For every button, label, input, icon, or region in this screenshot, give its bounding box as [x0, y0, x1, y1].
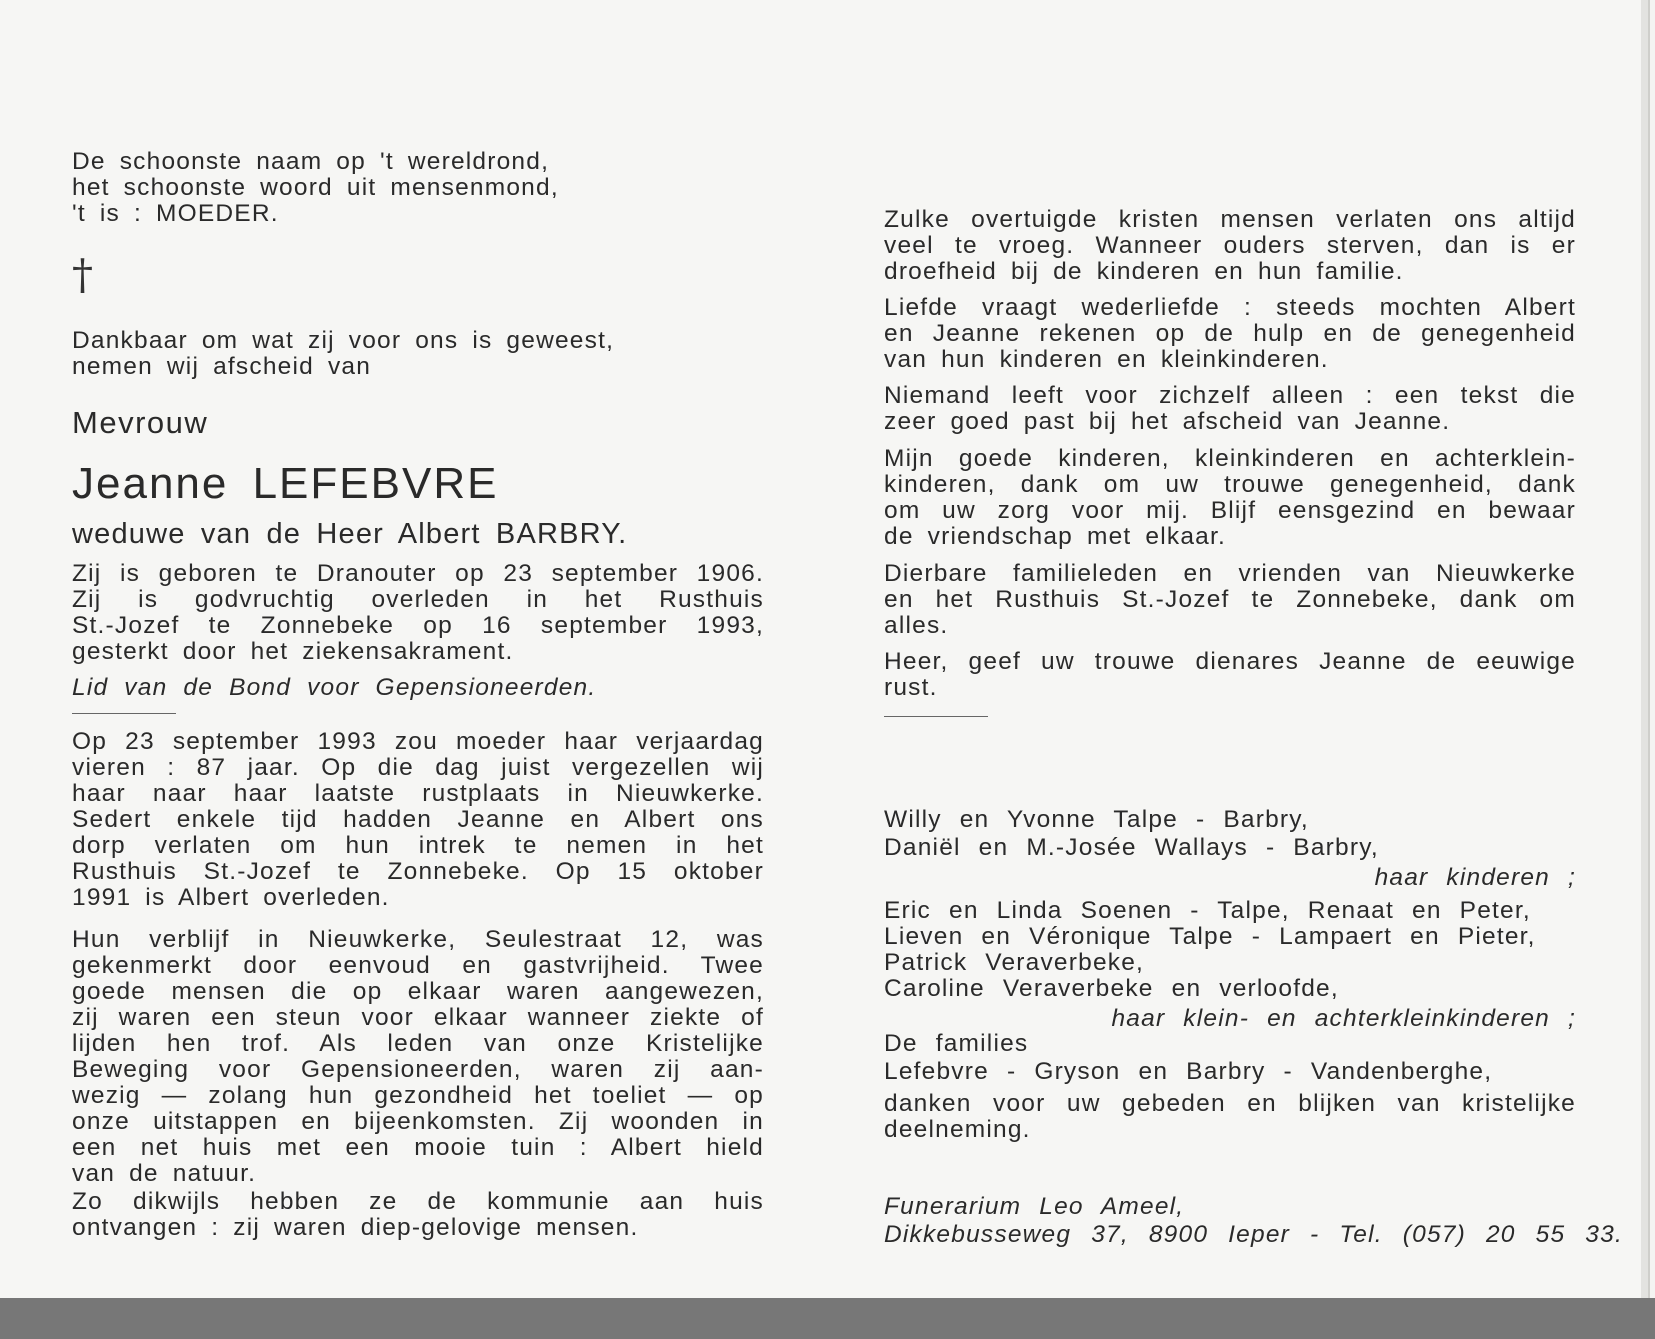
- thanks-line: Dankbaar om wat zij voor ons is geweest,: [72, 327, 615, 354]
- widow-line: weduwe van de Heer Albert BARBRY.: [72, 518, 628, 550]
- honorific: Mevrouw: [72, 405, 209, 440]
- paragraph-line: en Jeanne rekenen op de hulp en de genegenheid: [884, 320, 1576, 347]
- paragraph-line: een net huis met een mooie tuin : Albert hield: [72, 1134, 764, 1161]
- paragraph-line: van hun kinderen en kleinkinderen.: [884, 346, 1329, 373]
- paragraph: [72, 927, 764, 1187]
- grandchildren-line: Patrick Veraverbeke,: [884, 949, 1145, 976]
- paragraph-line: 1991 is Albert overleden.: [72, 884, 390, 911]
- scan-edge: [1641, 0, 1648, 1298]
- paragraph-line: zij waren een steun voor elkaar wanneer ziekte of: [72, 1004, 764, 1031]
- paragraph-line: Liefde vraagt wederliefde : steeds mochten Albert: [884, 294, 1576, 321]
- families-line: De families: [884, 1030, 1029, 1057]
- paragraph-line: Zulke overtuigde kristen mensen verlaten ons altijd: [884, 206, 1576, 233]
- grandchildren-line: Eric en Linda Soenen - Talpe, Renaat en Peter,: [884, 897, 1531, 924]
- funeral-home-name: Funerarium Leo Ameel,: [884, 1193, 1185, 1220]
- paragraph-line: goede mensen die op elkaar waren aangewezen,: [72, 978, 764, 1005]
- paragraph-line: Heer, geef uw trouwe dienares Jeanne de eeuwige: [884, 648, 1576, 675]
- paragraph-line: Zo dikwijls hebben ze de kommunie aan huis: [72, 1188, 764, 1215]
- birth-death-text: [72, 561, 764, 665]
- children-label: haar kinderen ;: [1374, 864, 1576, 891]
- thanks-line: nemen wij afscheid van: [72, 353, 372, 380]
- verse-line: De schoonste naam op 't wereldrond,: [72, 148, 550, 175]
- paragraph-line: Sedert enkele tijd hadden Jeanne en Albert ons: [72, 806, 764, 833]
- paragraph: [884, 649, 1576, 701]
- membership-line: Lid van de Bond voor Gepensioneerden.: [72, 674, 597, 701]
- birth-death-line: Zij is godvruchtig overleden in het Rusthuis: [72, 586, 764, 613]
- birth-death-line: St.-Jozef te Zonnebeke op 16 september 1993,: [72, 612, 764, 639]
- paragraph: [884, 207, 1576, 285]
- thanks-text: [72, 328, 764, 380]
- grandchildren-line: Lieven en Véronique Talpe - Lampaert en Pieter,: [884, 923, 1536, 950]
- paragraph-line: van de natuur.: [72, 1160, 257, 1187]
- deceased-name: Jeanne LEFEBVRE: [72, 459, 499, 508]
- birth-death-line: gesterkt door het ziekensakrament.: [72, 638, 514, 665]
- paragraph-line: haar naar haar laatste rustplaats in Nieuwkerke.: [72, 780, 764, 807]
- paragraph: [884, 295, 1576, 373]
- paragraph-line: Hun verblijf in Nieuwkerke, Seulestraat 12, was: [72, 926, 764, 953]
- paragraph-line: zeer goed past bij het afscheid van Jeanne.: [884, 408, 1451, 435]
- paragraph: [72, 729, 764, 911]
- paragraph-line: ontvangen : zij waren diep-gelovige mensen.: [72, 1214, 639, 1241]
- paragraph-line: alles.: [884, 612, 949, 639]
- divider: [884, 716, 988, 717]
- paragraph-line: Beweging voor Gepensioneerden, waren zij aan-: [72, 1056, 764, 1083]
- paragraph-line: droefheid bij de kinderen en hun familie.: [884, 258, 1404, 285]
- paragraph-line: om uw zorg voor mij. Blijf eensgezind en bewaar: [884, 497, 1576, 524]
- paragraph-line: dorp verlaten om hun intrek te nemen in het: [72, 832, 764, 859]
- birth-death-line: Zij is geboren te Dranouter op 23 september 1906.: [72, 560, 764, 587]
- opening-verse: [72, 149, 764, 227]
- paragraph: [884, 561, 1576, 639]
- paragraph-line: gekenmerkt door eenvoud en gastvrijheid. Twee: [72, 952, 764, 979]
- paragraph-line: kinderen, dank om uw trouwe genegenheid, dank: [884, 471, 1576, 498]
- paragraph-line: Rusthuis St.-Jozef te Zonnebeke. Op 15 oktober: [72, 858, 764, 885]
- families-line: Lefebvre - Gryson en Barbry - Vandenberghe,: [884, 1058, 1493, 1085]
- paragraph-line: Niemand leeft voor zichzelf alleen : een tekst die: [884, 382, 1576, 409]
- grandchildren-label: haar klein- en achterkleinkinderen ;: [1111, 1005, 1576, 1032]
- paragraph-line: onze uitstappen en bijeenkomsten. Zij woonden in: [72, 1108, 764, 1135]
- paragraph-line: lijden hen trof. Als leden van onze Kristelijke: [72, 1030, 764, 1057]
- verse-line: 't is : MOEDER.: [72, 200, 279, 227]
- paragraph: [884, 383, 1576, 435]
- funeral-home-address: Dikkebusseweg 37, 8900 Ieper - Tel. (057) 20 55 33.: [884, 1221, 1623, 1248]
- paragraph-line: en het Rusthuis St.-Jozef te Zonnebeke, dank om: [884, 586, 1576, 613]
- closing-line: danken voor uw gebeden en blijken van kristelijke: [884, 1090, 1576, 1117]
- paragraph: [884, 446, 1576, 550]
- cross-icon: †: [72, 250, 93, 299]
- children-line: Daniël en M.-Josée Wallays - Barbry,: [884, 834, 1379, 861]
- paragraph-line: vieren : 87 jaar. Op die dag juist vergezellen wij: [72, 754, 764, 781]
- verse-line: het schoonste woord uit mensenmond,: [72, 174, 559, 201]
- paragraph: [72, 1189, 764, 1241]
- paragraph-line: Dierbare familieleden en vrienden van Nieuwkerke: [884, 560, 1576, 587]
- paragraph-line: Mijn goede kinderen, kleinkinderen en achterklein-: [884, 445, 1576, 472]
- paragraph-line: wezig — zolang hun gezondheid het toeliet — op: [72, 1082, 764, 1109]
- paragraph-line: veel te vroeg. Wanneer ouders sterven, dan is er: [884, 232, 1576, 259]
- paragraph-line: Op 23 september 1993 zou moeder haar verjaardag: [72, 728, 764, 755]
- grandchildren-line: Caroline Veraverbeke en verloofde,: [884, 975, 1339, 1002]
- divider: [72, 713, 176, 714]
- scan-border: [0, 1298, 1655, 1339]
- closing-line: deelneming.: [884, 1116, 1031, 1143]
- paragraph-line: de vriendschap met elkaar.: [884, 523, 1227, 550]
- paragraph-line: rust.: [884, 674, 938, 701]
- children-line: Willy en Yvonne Talpe - Barbry,: [884, 806, 1309, 833]
